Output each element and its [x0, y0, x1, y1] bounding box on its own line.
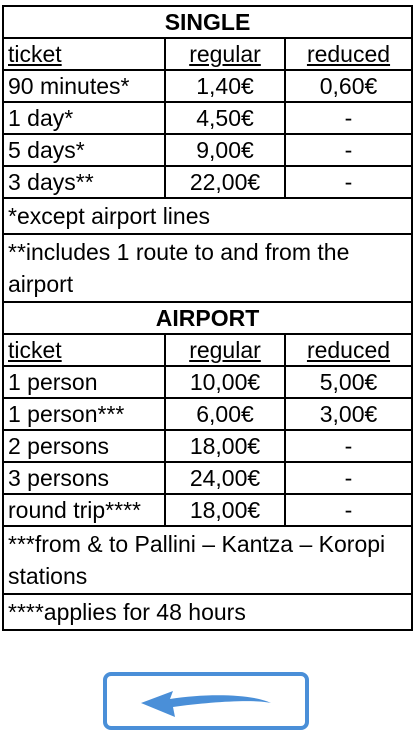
column-header-row	[3, 38, 412, 70]
footnote-row	[3, 198, 412, 234]
ticket-name: 90 minutes*	[3, 70, 165, 102]
footnote-row	[3, 526, 412, 594]
section-title: SINGLE	[3, 6, 412, 38]
back-button[interactable]	[103, 672, 309, 730]
reduced-price: -	[285, 494, 412, 526]
ticket-name: 5 days*	[3, 134, 165, 166]
section-title: AIRPORT	[3, 302, 412, 334]
reduced-price: 0,60€	[285, 70, 412, 102]
footnote: *except airport lines	[3, 198, 412, 234]
back-arrow-icon	[107, 676, 305, 726]
table-row	[3, 494, 412, 526]
column-header-reduced: reduced	[285, 38, 412, 70]
column-header-row	[3, 334, 412, 366]
column-header-regular: regular	[165, 38, 285, 70]
table-row	[3, 102, 412, 134]
regular-price: 18,00€	[165, 494, 285, 526]
ticket-name: 1 person***	[3, 398, 165, 430]
footnote: **includes 1 route to and from the airport	[3, 234, 412, 302]
table-row	[3, 462, 412, 494]
column-header-regular: regular	[165, 334, 285, 366]
column-header-reduced: reduced	[285, 334, 412, 366]
regular-price: 6,00€	[165, 398, 285, 430]
column-header-ticket: ticket	[3, 38, 165, 70]
reduced-price: -	[285, 102, 412, 134]
fares-table	[2, 5, 413, 631]
reduced-price: -	[285, 462, 412, 494]
regular-price: 24,00€	[165, 462, 285, 494]
ticket-name: round trip****	[3, 494, 165, 526]
ticket-name: 3 days**	[3, 166, 165, 198]
column-header-ticket: ticket	[3, 334, 165, 366]
table-row	[3, 70, 412, 102]
footnote: ****applies for 48 hours	[3, 594, 412, 630]
table-row	[3, 366, 412, 398]
reduced-price: 3,00€	[285, 398, 412, 430]
table-row	[3, 166, 412, 198]
reduced-price: -	[285, 166, 412, 198]
reduced-price: -	[285, 134, 412, 166]
table-row	[3, 134, 412, 166]
table-row	[3, 398, 412, 430]
section-header-airport	[3, 302, 412, 334]
regular-price: 4,50€	[165, 102, 285, 134]
regular-price: 22,00€	[165, 166, 285, 198]
regular-price: 18,00€	[165, 430, 285, 462]
reduced-price: 5,00€	[285, 366, 412, 398]
ticket-name: 3 persons	[3, 462, 165, 494]
regular-price: 1,40€	[165, 70, 285, 102]
regular-price: 9,00€	[165, 134, 285, 166]
regular-price: 10,00€	[165, 366, 285, 398]
ticket-name: 1 person	[3, 366, 165, 398]
reduced-price: -	[285, 430, 412, 462]
table-row	[3, 430, 412, 462]
ticket-name: 2 persons	[3, 430, 165, 462]
ticket-name: 1 day*	[3, 102, 165, 134]
footnote-row	[3, 594, 412, 630]
footnote-row	[3, 234, 412, 302]
section-header-single	[3, 6, 412, 38]
footnote: ***from & to Pallini – Kantza – Koropi stations	[3, 526, 412, 594]
